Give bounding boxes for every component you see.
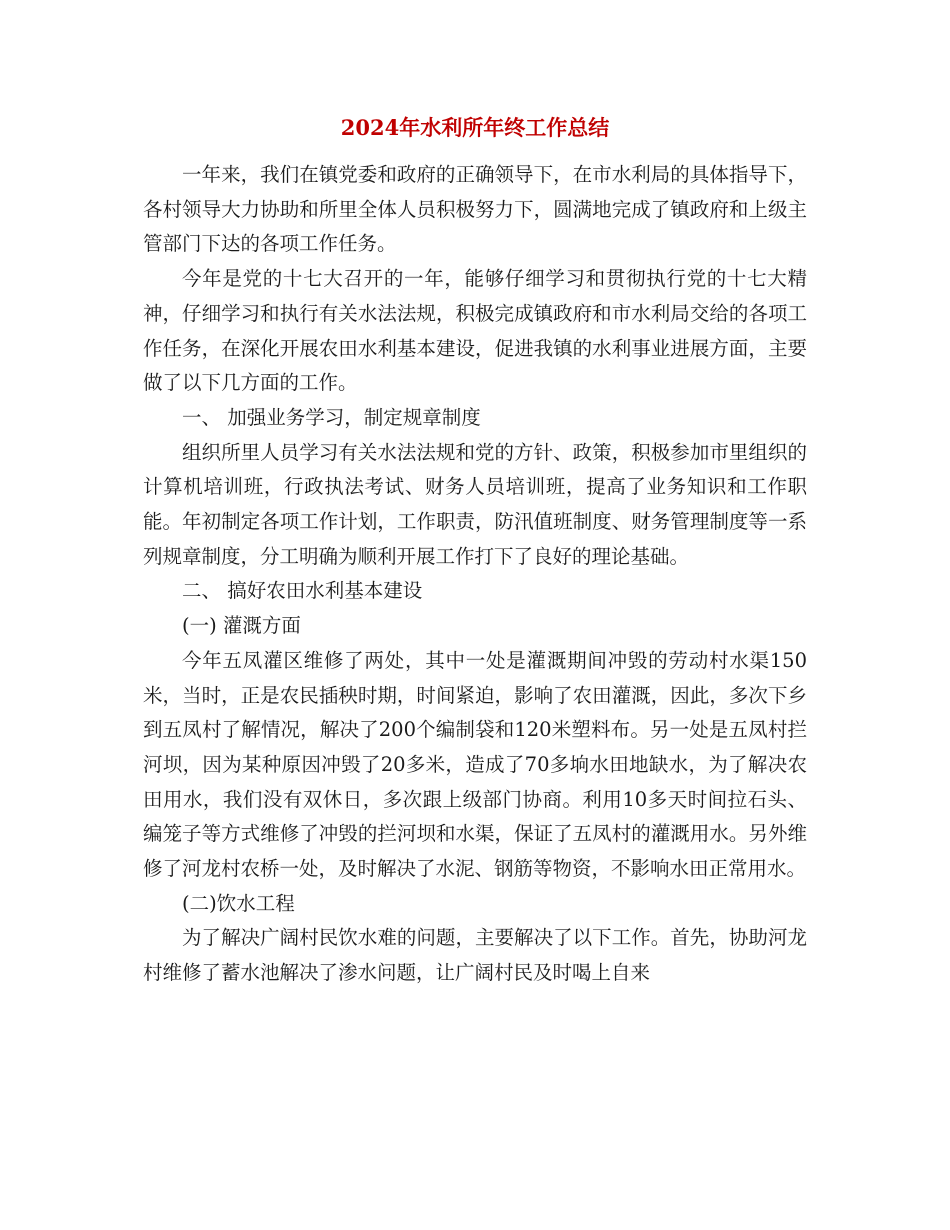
document-body bbox=[143, 158, 807, 991]
section-heading-1: 一、 加强业务学习，制定规章制度 bbox=[182, 405, 481, 429]
document-title: 2024年水利所年终工作总结 bbox=[340, 115, 610, 140]
paragraph-study: 组织所里人员学习有关水法法规和党的方针、政策，积极参加市里组织的计算机培训班，行政执法考试、财务人员培训班，提高了业务知识和工作职能。年初制定各项工作计划，工作职责，防汛值班制度、财务管理制度等一系列规章制度，分工明确为顺利开展工作打下了良好的理论基础。 bbox=[143, 440, 807, 568]
subsection-heading-irrigation: (一) 灌溉方面 bbox=[182, 614, 301, 638]
paragraph-overview: 今年是党的十七大召开的一年，能够仔细学习和贯彻执行党的十七大精神，仔细学习和执行有关水法法规，积极完成镇政府和市水利局交给的各项工作任务，在深化开展农田水利基本建设，促进我镇的水利事业进展方面，主要做了以下几方面的工作。 bbox=[143, 267, 807, 395]
paragraph-drinking-water: 为了解决广阔村民饮水难的问题，主要解决了以下工作。首先，协助河龙村维修了蓄水池解决了渗水问题，让广阔村民及时喝上自来 bbox=[143, 926, 807, 985]
section-heading-2: 二、 搞好农田水利基本建设 bbox=[182, 579, 423, 603]
paragraph-irrigation: 今年五凤灌区维修了两处，其中一处是灌溉期间冲毁的劳动村水渠150米，当时，正是农民插秧时期，时间紧迫，影响了农田灌溉，因此，多次下乡到五凤村了解情况，解决了200个编制袋和120米塑料布。另一处是五凤村拦河坝，因为某种原因冲毁了20多米，造成了70多垧水田地缺水，为了解决农田用水，我们没有双休日，多次跟上级部门协商。利用10多天时间拉石头、编笼子等方式维修了冲毁的拦河坝和水渠，保证了五凤村的灌溉用水。另外维修了河龙村农桥一处，及时解决了水泥、钢筋等物资，不影响水田正常用水。 bbox=[143, 648, 807, 881]
paragraph-intro: 一年来，我们在镇党委和政府的正确领导下，在市水利局的具体指导下，各村领导大力协助和所里全体人员积极努力下，圆满地完成了镇政府和上级主管部门下达的各项工作任务。 bbox=[143, 163, 807, 256]
subsection-heading-drinking-water: (二)饮水工程 bbox=[182, 891, 295, 915]
